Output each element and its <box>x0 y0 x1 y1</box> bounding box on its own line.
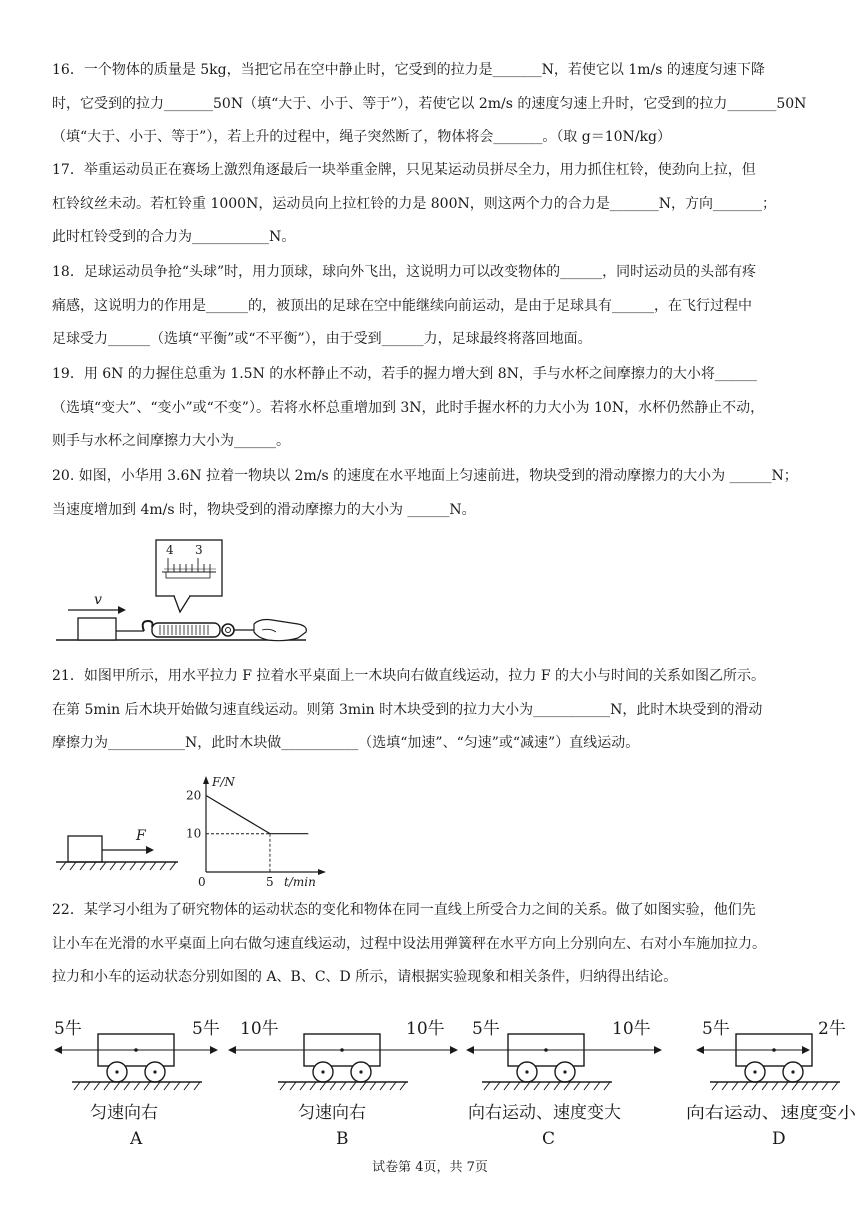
question-21-line-1: 21．如图甲所示，用水平拉力 F 拉着水平桌面上一木块向右做直线运动，拉力 F 的大小与时间的关系如图乙所示。 <box>52 668 766 684</box>
question-17 <box>52 154 812 255</box>
cart-d-caption: 向右运动、速度变小 <box>686 1103 858 1122</box>
cart-a-right-force: 5牛 <box>192 1019 220 1039</box>
cart-a <box>54 1034 218 1090</box>
question-21-line-3: 摩擦力为___________N，此时木块做___________（选填“加速”、“匀速”或“减速”）直线运动。 <box>52 735 640 751</box>
figure-20-spring-scale <box>56 536 316 646</box>
question-16-line-3: （填“大于、小于、等于”），若上升的过程中，绳子突然断了，物体将会_______。（取 g＝10N/kg） <box>52 129 671 145</box>
question-16-line-2: 时，它受到的拉力_______50N（填“大于、小于、等于”），若使它以 2m/s 的速度匀速上升时，它受到的拉力_______50N <box>52 95 807 112</box>
question-19-line-1: 19．用 6N 的力握住总重为 1.5N 的水杯静止不动，若手的握力增大到 8N，手与水杯之间摩擦力的大小将______ <box>52 366 757 382</box>
cart-c-caption: 向右运动、速度变大 <box>468 1103 621 1123</box>
question-18-line-2: 痛感，这说明力的作用是______的，被顶出的足球在空中能继续向前运动，是由于足球具有______，在飞行过程中 <box>52 297 752 314</box>
question-20-line-1: 20. 如图，小华用 3.6N 拉着一物块以 2m/s 的速度在水平地面上匀速前进，物块受到的滑动摩擦力的大小为 ______N； <box>52 468 798 484</box>
question-21-line-2: 在第 5min 后木块开始做匀速直线运动。则第 3min 时木块受到的拉力大小为___________N，此时木块受到的滑动 <box>52 701 763 718</box>
cart-a-left-force: 5牛 <box>54 1019 82 1039</box>
cart-b-left-force: 10牛 <box>240 1019 279 1039</box>
figure-21-block <box>56 826 186 876</box>
velocity-label: v <box>94 592 102 608</box>
cart-a-letter: A <box>130 1129 143 1149</box>
figure-21-force-time-chart <box>180 774 330 890</box>
question-22-line-2: 让小车在光滑的水平桌面上向右做匀速直线运动，过程中设法用弹簧秤在水平方向上分别向左、右对小车施加拉力。 <box>52 935 766 952</box>
cart-c-left-force: 5牛 <box>472 1019 500 1039</box>
wood-block <box>68 836 102 862</box>
cart-d-right-force: 2牛 <box>818 1019 846 1039</box>
question-18-line-1: 18．足球运动员争抢“头球”时，用力顶球，球向外飞出，这说明力可以改变物体的______，同时运动员的头部有疼 <box>52 264 757 280</box>
page-footer: 试卷第 4页，共 7页 <box>372 1160 488 1175</box>
cart-c-letter: C <box>542 1129 556 1149</box>
question-20-line-2: 当速度增加到 4m/s 时，物块受到的滑动摩擦力的大小为 ______N。 <box>52 501 476 518</box>
scale-mark-4: 4 <box>166 543 174 557</box>
cart-b-letter: B <box>336 1129 349 1149</box>
figure-22-carts <box>50 1012 860 1152</box>
question-19-line-2: （选填“变大”、“变小”或“不变”）。若将水杯总重增加到 3N，此时手握水杯的力大小为 10N，水杯仍然静止不动， <box>52 399 765 416</box>
cart-b-caption: 匀速向右 <box>298 1103 366 1123</box>
question-22-line-1: 22．某学习小组为了研究物体的运动状态的变化和物体在同一直线上所受合力之间的关系。做了如图实验，他们先 <box>52 902 756 918</box>
cart-b <box>228 1034 458 1090</box>
scale-mark-3: 3 <box>195 543 203 557</box>
cart-b-right-force: 10牛 <box>406 1019 445 1039</box>
scale-body <box>152 623 220 637</box>
origin-label: 0 <box>198 875 206 889</box>
question-18 <box>52 256 812 357</box>
question-18-line-3: 足球受力______（选填“平衡”或“不平衡”），由于受到______力，足球最终将落回地面。 <box>52 331 592 347</box>
y-axis-label: F/N <box>212 775 235 789</box>
question-16-line-1: 16．一个物体的质量是 5kg，当把它吊在空中静止时，它受到的拉力是_______N，若使它以 1m/s 的速度匀速下降 <box>52 62 765 78</box>
question-16 <box>52 54 812 155</box>
y-tick-20: 20 <box>186 788 202 803</box>
question-22-line-3: 拉力和小车的运动状态分别如图的 A、B、C、D 所示，请根据实验现象和相关条件，归纳得出结论。 <box>52 969 678 985</box>
cart-a-caption: 匀速向右 <box>90 1103 158 1123</box>
cart-d-left-force: 5牛 <box>702 1019 730 1039</box>
question-19-line-3: 则手与水杯之间摩擦力大小为______。 <box>52 433 290 449</box>
question-17-line-2: 杠铃纹丝未动。若杠铃重 1000N，运动员向上拉杠铃的力是 800N，则这两个力的合力是_______N，方向_______； <box>52 195 776 212</box>
hand <box>254 620 306 641</box>
cart-d-letter: D <box>772 1129 786 1149</box>
force-label: F <box>136 828 146 844</box>
cart-d <box>696 1034 840 1090</box>
force-series-line <box>206 796 308 834</box>
x-axis-label: t/min <box>284 875 316 889</box>
cart-c-right-force: 10牛 <box>612 1019 651 1039</box>
question-17-line-1: 17．举重运动员正在赛场上激烈角逐最后一块举重金牌，只见某运动员拼尽全力，用力抓住杠铃，使劲向上拉，但 <box>52 162 756 178</box>
question-19 <box>52 358 812 459</box>
y-tick-10: 10 <box>186 826 202 841</box>
scale-hook <box>143 621 153 631</box>
question-17-line-3: 此时杠铃受到的合力为___________N。 <box>52 229 296 245</box>
question-22 <box>52 894 812 995</box>
scale-ring <box>222 624 234 636</box>
x-tick-5: 5 <box>265 875 274 889</box>
question-21 <box>52 660 812 761</box>
cart-c <box>466 1034 662 1090</box>
question-20 <box>52 460 812 527</box>
block <box>78 618 116 640</box>
